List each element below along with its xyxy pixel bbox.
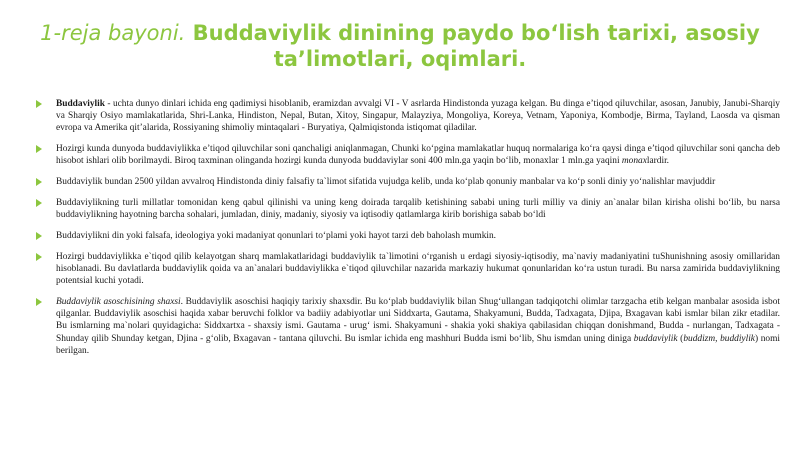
bullet-arrow-icon bbox=[36, 178, 42, 186]
bullet-text: Buddaviylik bundan 2500 yildan avvalroq Hindistonda diniy falsafiy ta`limot sifatida vujudga kelib, unda ko‘plab qonuniy manbalar va ko‘p sonli diniy yo‘nalishlar mavjuddir bbox=[56, 177, 716, 188]
bullet-4 bbox=[36, 197, 780, 221]
bullet-term: Buddaviylik bbox=[56, 99, 105, 109]
bullet-emphasis-2: buddaviylik bbox=[633, 333, 678, 344]
bullet-3 bbox=[36, 176, 780, 188]
bullet-5 bbox=[36, 230, 780, 242]
bullet-emphasis-3: buddizm, buddiylik bbox=[683, 333, 755, 344]
bullet-2 bbox=[36, 143, 780, 167]
bullet-mid: ( bbox=[677, 333, 684, 344]
bullet-emphasis: monax bbox=[621, 156, 647, 167]
bullet-text: Hozirgi kunda dunyoda buddaviylikka e’tiqod qiluvchilar soni qanchaligi aniqlanmagan, Chunki ko‘pgina mamlakatlar huquq normalariga ko‘ra qaysi dinga e’tiqod qiluvchilar soni qancha deb hisobot ishlari olib borilmaydi. Biroq taxminan olinganda hozirgi kunda dunyoda buddaviylar soni 400 mln.ga yaqin bo‘lib, monaxlar 1 mln.ga yaqini bbox=[56, 144, 780, 167]
bullet-emphasis: Buddaviylik asoschisining shaxsi bbox=[56, 297, 181, 307]
bullet-text: Hozirgi buddaviylikka e`tiqod qilib kelayotgan sharq mamlakatlaridagi buddaviylik ta`limotini o‘rganish u erdagi siyosiy-iqtisodiy, ma`naviy madaniyatini tuShunishning asosiy omillaridan hisoblanadi. Bu davlatlarda buddaviylik qoida va an`analari buddaviylikka e`tiqod qiluvchilar nazarida markaziy hukumat qonunlaridan ko‘ra ustun turadi. Bu narsa zamirida buddaviylikning potentsial kuchi yotadi. bbox=[56, 251, 780, 287]
bullet-text: . Buddaviylik asoschisi haqiqiy tarixiy shaxsdir. Bu ko‘plab buddaviylik bilan Shug‘ullangan tadqiqotchi olimlar tarzgacha etib kelgan manbalar asosida isbot qilganlar. Buddaviylik asoschisi haqida xabar beruvchi folklor va badiiy adabiyotlar uni Siddxarta, Gautama, Shakyamuni, Budda, Tadxagata, Djipa, Bxagavan kabi ismlar bilan zikr etadilar. Bu ismlarning ma`nolari quyidagicha: Siddxartxa - shaxsiy ismi. Gautama - urug‘ ismi. Shakyamuni - shakia yoki shakiya qabilasidan chiqqan donishmand, Budda - nurlangan, Tadxagata - Shunday qilib Shunday ketgan, Djina - g‘olib, Bxagavan - tantana qiluvchi. Bu ismlar ichida eng mashhuri Budda ismi bo‘lib, Shu ismdan uning diniga bbox=[56, 297, 780, 344]
bullet-arrow-icon bbox=[36, 253, 42, 261]
bullet-arrow-icon bbox=[36, 199, 42, 207]
bullet-arrow-icon bbox=[36, 298, 42, 306]
title-main: Buddaviylik dinining paydo bo‘lish tarixi, asosiy ta’limotlari, oqimlari. bbox=[192, 21, 760, 71]
bullet-text: Buddaviylikni din yoki falsafa, ideologiya yoki madaniyat qonunlari to‘plami yoki hayot tarzi deb baholash mumkin. bbox=[56, 231, 497, 241]
bullet-arrow-icon bbox=[36, 100, 42, 108]
bullet-1 bbox=[36, 98, 780, 135]
slide-title bbox=[20, 20, 780, 72]
bullet-tail: lardir. bbox=[646, 156, 670, 167]
bullet-6 bbox=[36, 251, 780, 288]
bullet-arrow-icon bbox=[36, 145, 42, 153]
bullet-text: Buddaviylikning turli millatlar tomonidan keng qabul qilinishi va uning keng doirada tarqalib ketishining sababi uning turli milliy va diniy an`analar bilan kirisha olishi bo‘lib, bu narsa buddaviylikning hayotning barcha sohalari, jumladan, diniy, madaniy, siyosiy va iqtisodiy qatlamlarga kirib borishiga sabab bo‘ldi bbox=[56, 198, 780, 221]
bullet-arrow-icon bbox=[36, 232, 42, 240]
title-lead: 1-reja bayoni. bbox=[40, 21, 186, 45]
bullet-tail: ) nomi berilgan. bbox=[56, 333, 781, 356]
bullet-text: - uchta dunyo dinlari ichida eng qadimiysi hisoblanib, eramizdan avvalgi VI - V asrlarda Hindistonda yuzaga kelgan. Bu dinga e’tiqod qiluvchilar, asosan, Janubiy, Janubi-Sharqiy va Sharqiy Osiyo mamlakatlarida, Shri-Lanka, Hindiston, Nepal, Butan, Xitoy, Singapur, Malayziya, Mongoliya, Koreya, Vetnam, Yaponiya, Kombodje, Birma, Tayland, Laosda va qisman evropa va Amerika qit’alarida, Rossiyaning shimoliy mintaqalari - Buryatiya, Qalmiqistonda istiqomat qiladilar. bbox=[56, 99, 780, 134]
bullet-7 bbox=[36, 296, 780, 357]
slide-content bbox=[36, 98, 780, 366]
